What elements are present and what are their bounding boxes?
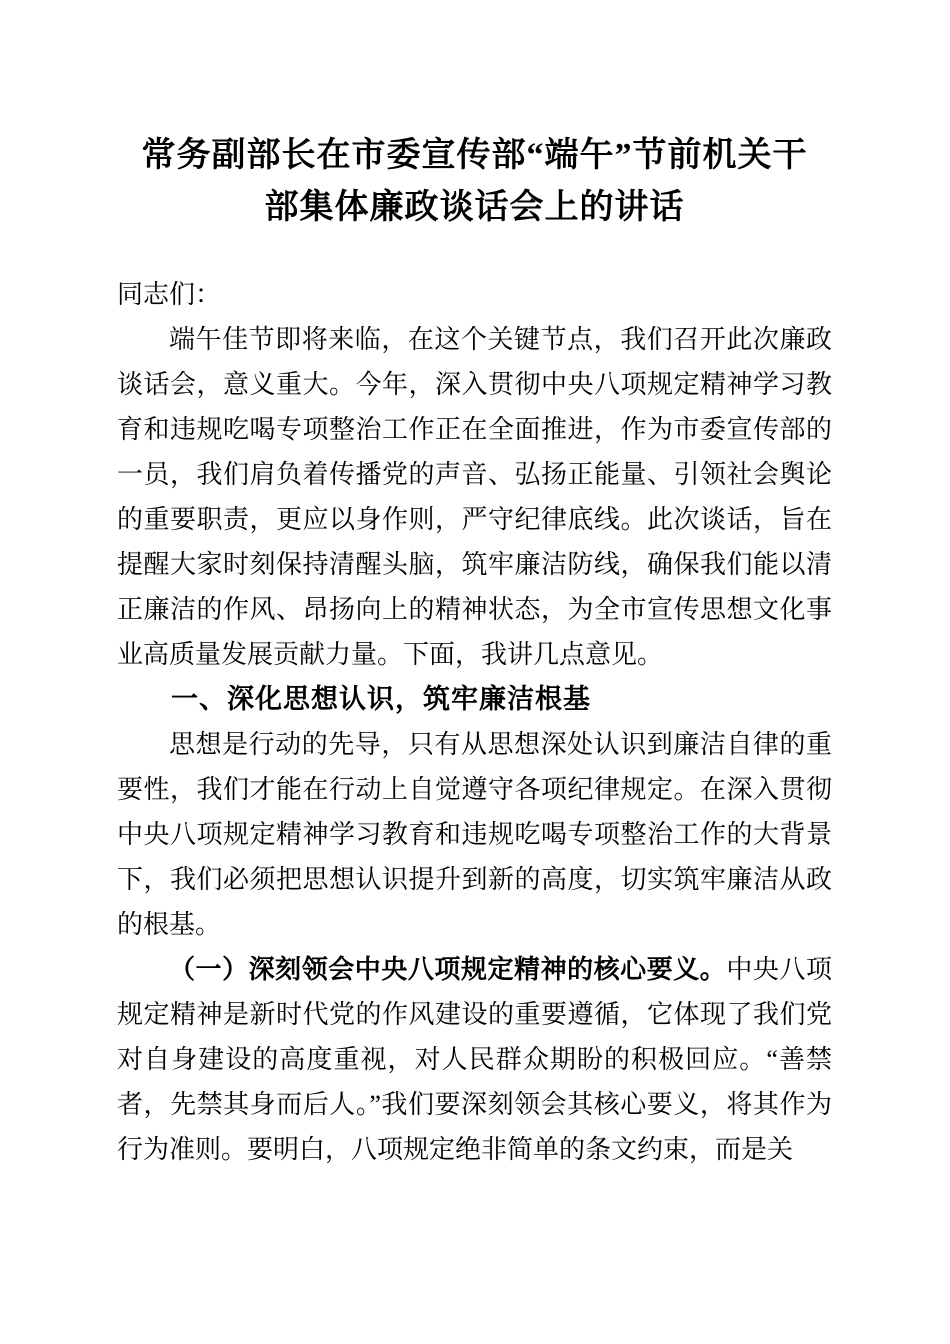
section-1-paragraph: 思想是行动的先导，只有从思想深处认识到廉洁自律的重要性，我们才能在行动上自觉遵守各项纪律规定。在深入贯彻中央八项规定精神学习教育和违规吃喝专项整治工作的大背景下，我们必须把思想认识提升到新的高度，切实筑牢廉洁从政的根基。	[117, 730, 832, 939]
section-1-heading: 一、深化思想认识，筑牢廉洁根基	[171, 684, 591, 714]
subsection-1-paragraph	[117, 947, 832, 1172]
salutation: 同志们：	[117, 280, 222, 309]
subsection-1-body: 中央八项规定精神是新时代党的作风建设的重要遵循，它体现了我们党对自身建设的高度重视，对人民群众期盼的积极回应。“善禁者，先禁其身而后人。”我们要深刻领会其核心要义，将其作为行为准则。要明白，八项规定绝非简单的条文约束，而是关	[117, 955, 832, 1164]
document-body	[117, 272, 832, 1172]
subsection-1-lead: （一）深刻领会中央八项规定精神的核心要义。	[169, 955, 727, 984]
document-title: 常务副部长在市委宣传部“端午”节前机关干部集体廉政谈话会上的讲话	[141, 137, 808, 226]
intro-paragraph: 端午佳节即将来临，在这个关键节点，我们召开此次廉政谈话会，意义重大。今年，深入贯彻中央八项规定精神学习教育和违规吃喝专项整治工作正在全面推进，作为市委宣传部的一员，我们肩负着传播党的声音、弘扬正能量、引领社会舆论的重要职责，更应以身作则，严守纪律底线。此次谈话，旨在提醒大家时刻保持清醒头脑，筑牢廉洁防线，确保我们能以清正廉洁的作风、昂扬向上的精神状态，为全市宣传思想文化事业高质量发展贡献力量。下面，我讲几点意见。	[117, 325, 832, 669]
